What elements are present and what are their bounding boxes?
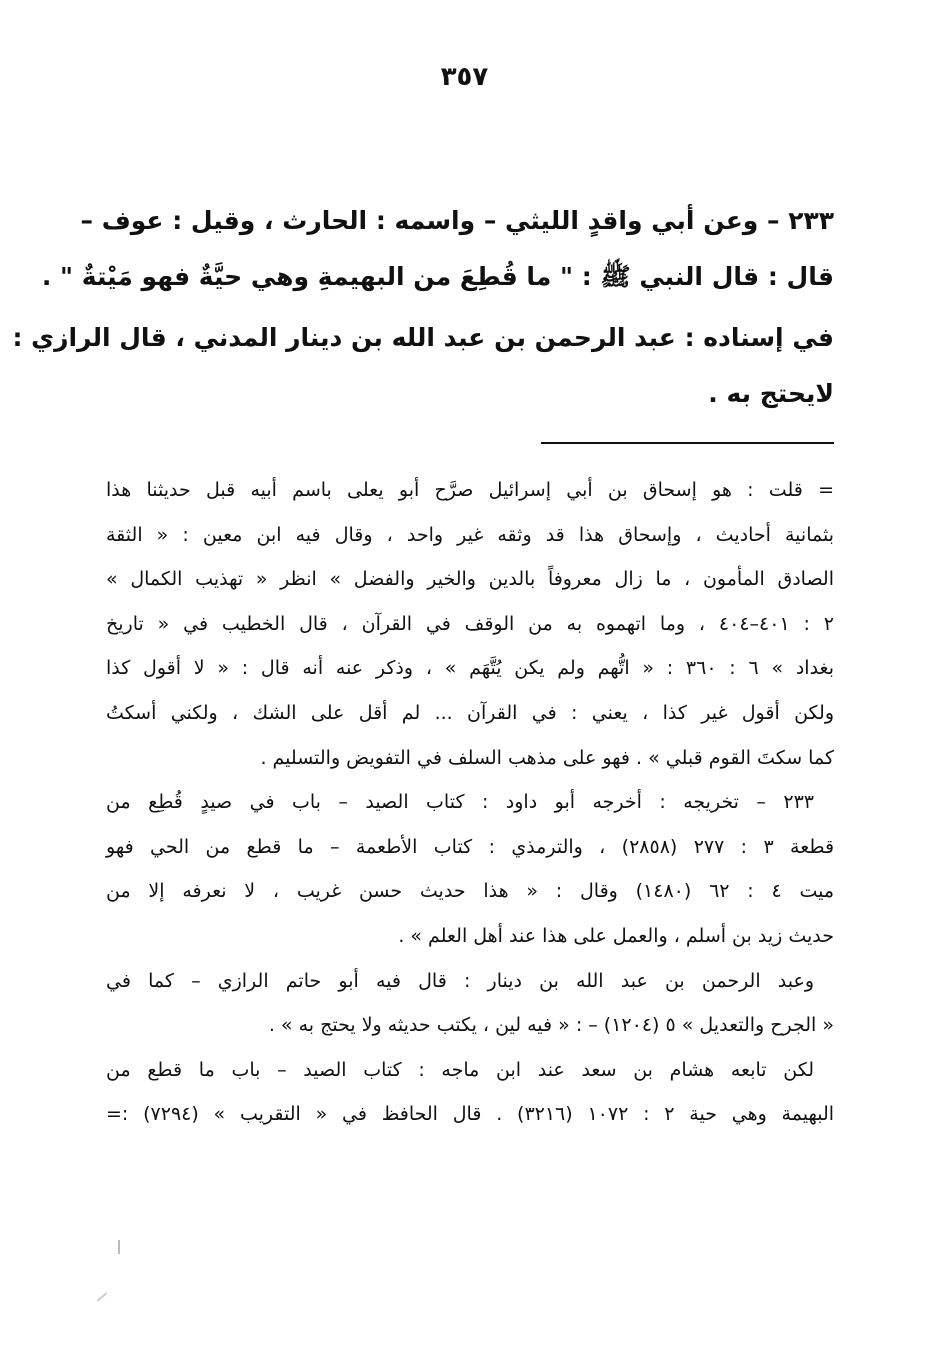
footnote-line: حديث زيد بن أسلم ، والعمل على هذا عند أهل العلم » .	[398, 924, 834, 947]
scan-speck	[118, 1240, 120, 1254]
footnote-line: = قلت : هو إسحاق بن أبي إسرائيل صرَّح أبو يعلى باسم أبيه قبل حديثنا هذا	[106, 479, 834, 501]
hadith-line: ٢٣٣ – وعن أبي واقدٍ الليثي – واسمه : الحارث ، وقيل : عوف –	[80, 206, 834, 235]
page-number: ٣٥٧	[440, 62, 489, 92]
footnote-line: كما سكتَ القوم قبلي » . فهو على مذهب السلف في التفويض والتسليم .	[260, 746, 834, 769]
footnote-line: ميت ٤ : ٦٢ (١٤٨٠) وقال : « هذا حديث حسن غريب ، لا نعرفه إلا من	[106, 880, 835, 903]
footnote-line: لكن تابعه هشام بن سعد عند ابن ماجه : كتاب الصيد – باب ما قطع من	[106, 1058, 814, 1081]
footnote-line: بغداد » ٦ : ٣٦٠ : « اتُّهم ولم يكن يُتَّهَم » ، وذكر عنه أنه قال : « لا أقول كذا	[106, 657, 834, 680]
comment-line: لايحتج به .	[708, 379, 834, 408]
footnote-line: الصادق المأمون ، ما زال معروفاً بالدين والخير والفضل » انظر « تهذيب الكمال »	[106, 568, 834, 591]
footnote-line: قطعة ٣ : ٢٧٧ (٢٨٥٨) ، والترمذي : كتاب الأطعمة – ما قطع من الحي فهو	[106, 835, 835, 858]
isnad-comment	[12, 310, 834, 422]
comment-line: في إسناده : عبد الرحمن بن عبد الله بن دينار المدني ، قال الرازي :	[12, 323, 834, 352]
footnote-line: بثمانية أحاديث ، وإسحاق هذا قد وثقه غير واحد ، وقال فيه ابن معين : « الثقة	[106, 523, 834, 546]
hadith-line: قال : قال النبي ﷺ : " ما قُطِعَ من البهيمةِ وهي حيَّةٌ فهو مَيْتةٌ " .	[41, 262, 834, 291]
footnote-line: البهيمة وهي حية ٢ : ١٠٧٢ (٣٢١٦) . قال الحافظ في « التقريب » (٧٢٩٤) :=	[106, 1103, 835, 1126]
footnote-line: ٢٣٣ – تخريجه : أخرجه أبو داود : كتاب الصيد – باب في صيدٍ قُطِع من	[106, 791, 814, 814]
hadith-text	[41, 193, 834, 305]
footnote-separator	[541, 442, 834, 444]
footnotes	[106, 468, 834, 1137]
scan-speck	[97, 1292, 107, 1301]
footnote-line: ولكن أقول غير كذا ، يعني : في القرآن ... لم أقل على الشك ، ولكني أسكتُ	[106, 701, 834, 724]
footnote-line: وعبد الرحمن بن عبد الله بن دينار : قال فيه أبو حاتم الرازي – كما في	[106, 969, 814, 992]
footnote-line: ٢ : ٤٠١–٤٠٤ ، وما اتهموه به من الوقف في القرآن ، قال الخطيب في « تاريخ	[106, 612, 834, 635]
footnote-line: « الجرح والتعديل » ٥ (١٢٠٤) – : « فيه لين ، يكتب حديثه ولا يحتج به » .	[268, 1014, 834, 1037]
